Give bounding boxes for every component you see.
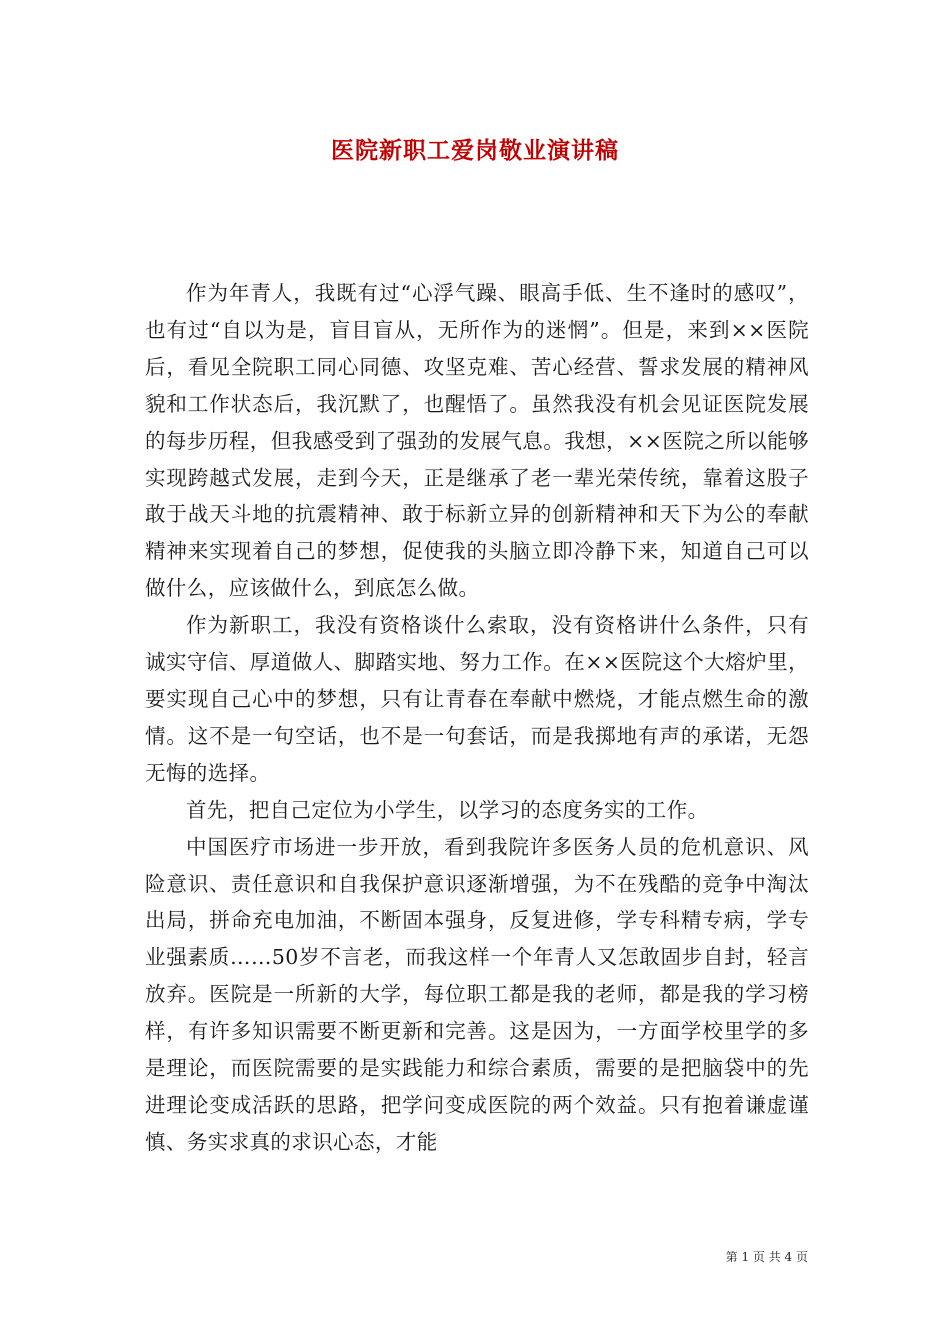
paragraph: 作为新职工，我没有资格谈什么索取，没有资格讲什么条件，只有诚实守信、厚道做人、脚踏实地、努力工作。在××医院这个大熔炉里，要实现自己心中的梦想，只有让青春在奉献中燃烧，才能点燃生命的激情。这不是一句空话，也不是一句套话，而是我掷地有声的承诺，无怨无悔的选择。 — [145, 613, 809, 785]
document-title: 医院新职工爱岗敬业演讲稿 — [331, 137, 619, 164]
paragraph: 中国医疗市场进一步开放，看到我院许多医务人员的危机意识、风险意识、责任意识和自我保护意识逐渐增强，为不在残酷的竞争中淘汰出局，拼命充电加油，不断固本强身，反复进修，学专科精专病，学专业强素质……50岁不言老，而我这样一个年青人又怎敢固步自封，轻言放弃。医院是一所新的大学，每位职工都是我的老师，都是我的学习榜样，有许多知识需要不断更新和完善。这是因为，一方面学校里学的多是理论，而医院需要的是实践能力和综合素质，需要的是把脑袋中的先进理论变成活跃的思路，把学问变成医院的两个效益。只有抱着谦虚谨慎、务实求真的求识心态，才能 — [145, 834, 809, 1154]
paragraph: 首先，把自己定位为小学生，以学习的态度务实的工作。 — [186, 797, 709, 822]
paragraph: 作为年青人，我既有过“心浮气躁、眼高手低、生不逢时的感叹”，也有过“自以为是，盲目盲从，无所作为的迷惘”。但是，来到××医院后，看见全院职工同心同德、攻坚克难、苦心经营、誓求发展的精神风貌和工作状态后，我沉默了，也醒悟了。虽然我没有机会见证医院发展的每步历程，但我感受到了强劲的发展气息。我想，××医院之所以能够实现跨越式发展，走到今天，正是继承了老一辈光荣传统，靠着这股子敢于战天斗地的抗震精神、敢于标新立异的创新精神和天下为公的奉献精神来实现着自己的梦想，促使我的头脑立即冷静下来，知道自己可以做什么，应该做什么，到底怎么做。 — [145, 281, 809, 601]
page-number-footer: 第 1 页 共 4 页 — [725, 1250, 808, 1264]
document-body — [145, 275, 809, 1161]
